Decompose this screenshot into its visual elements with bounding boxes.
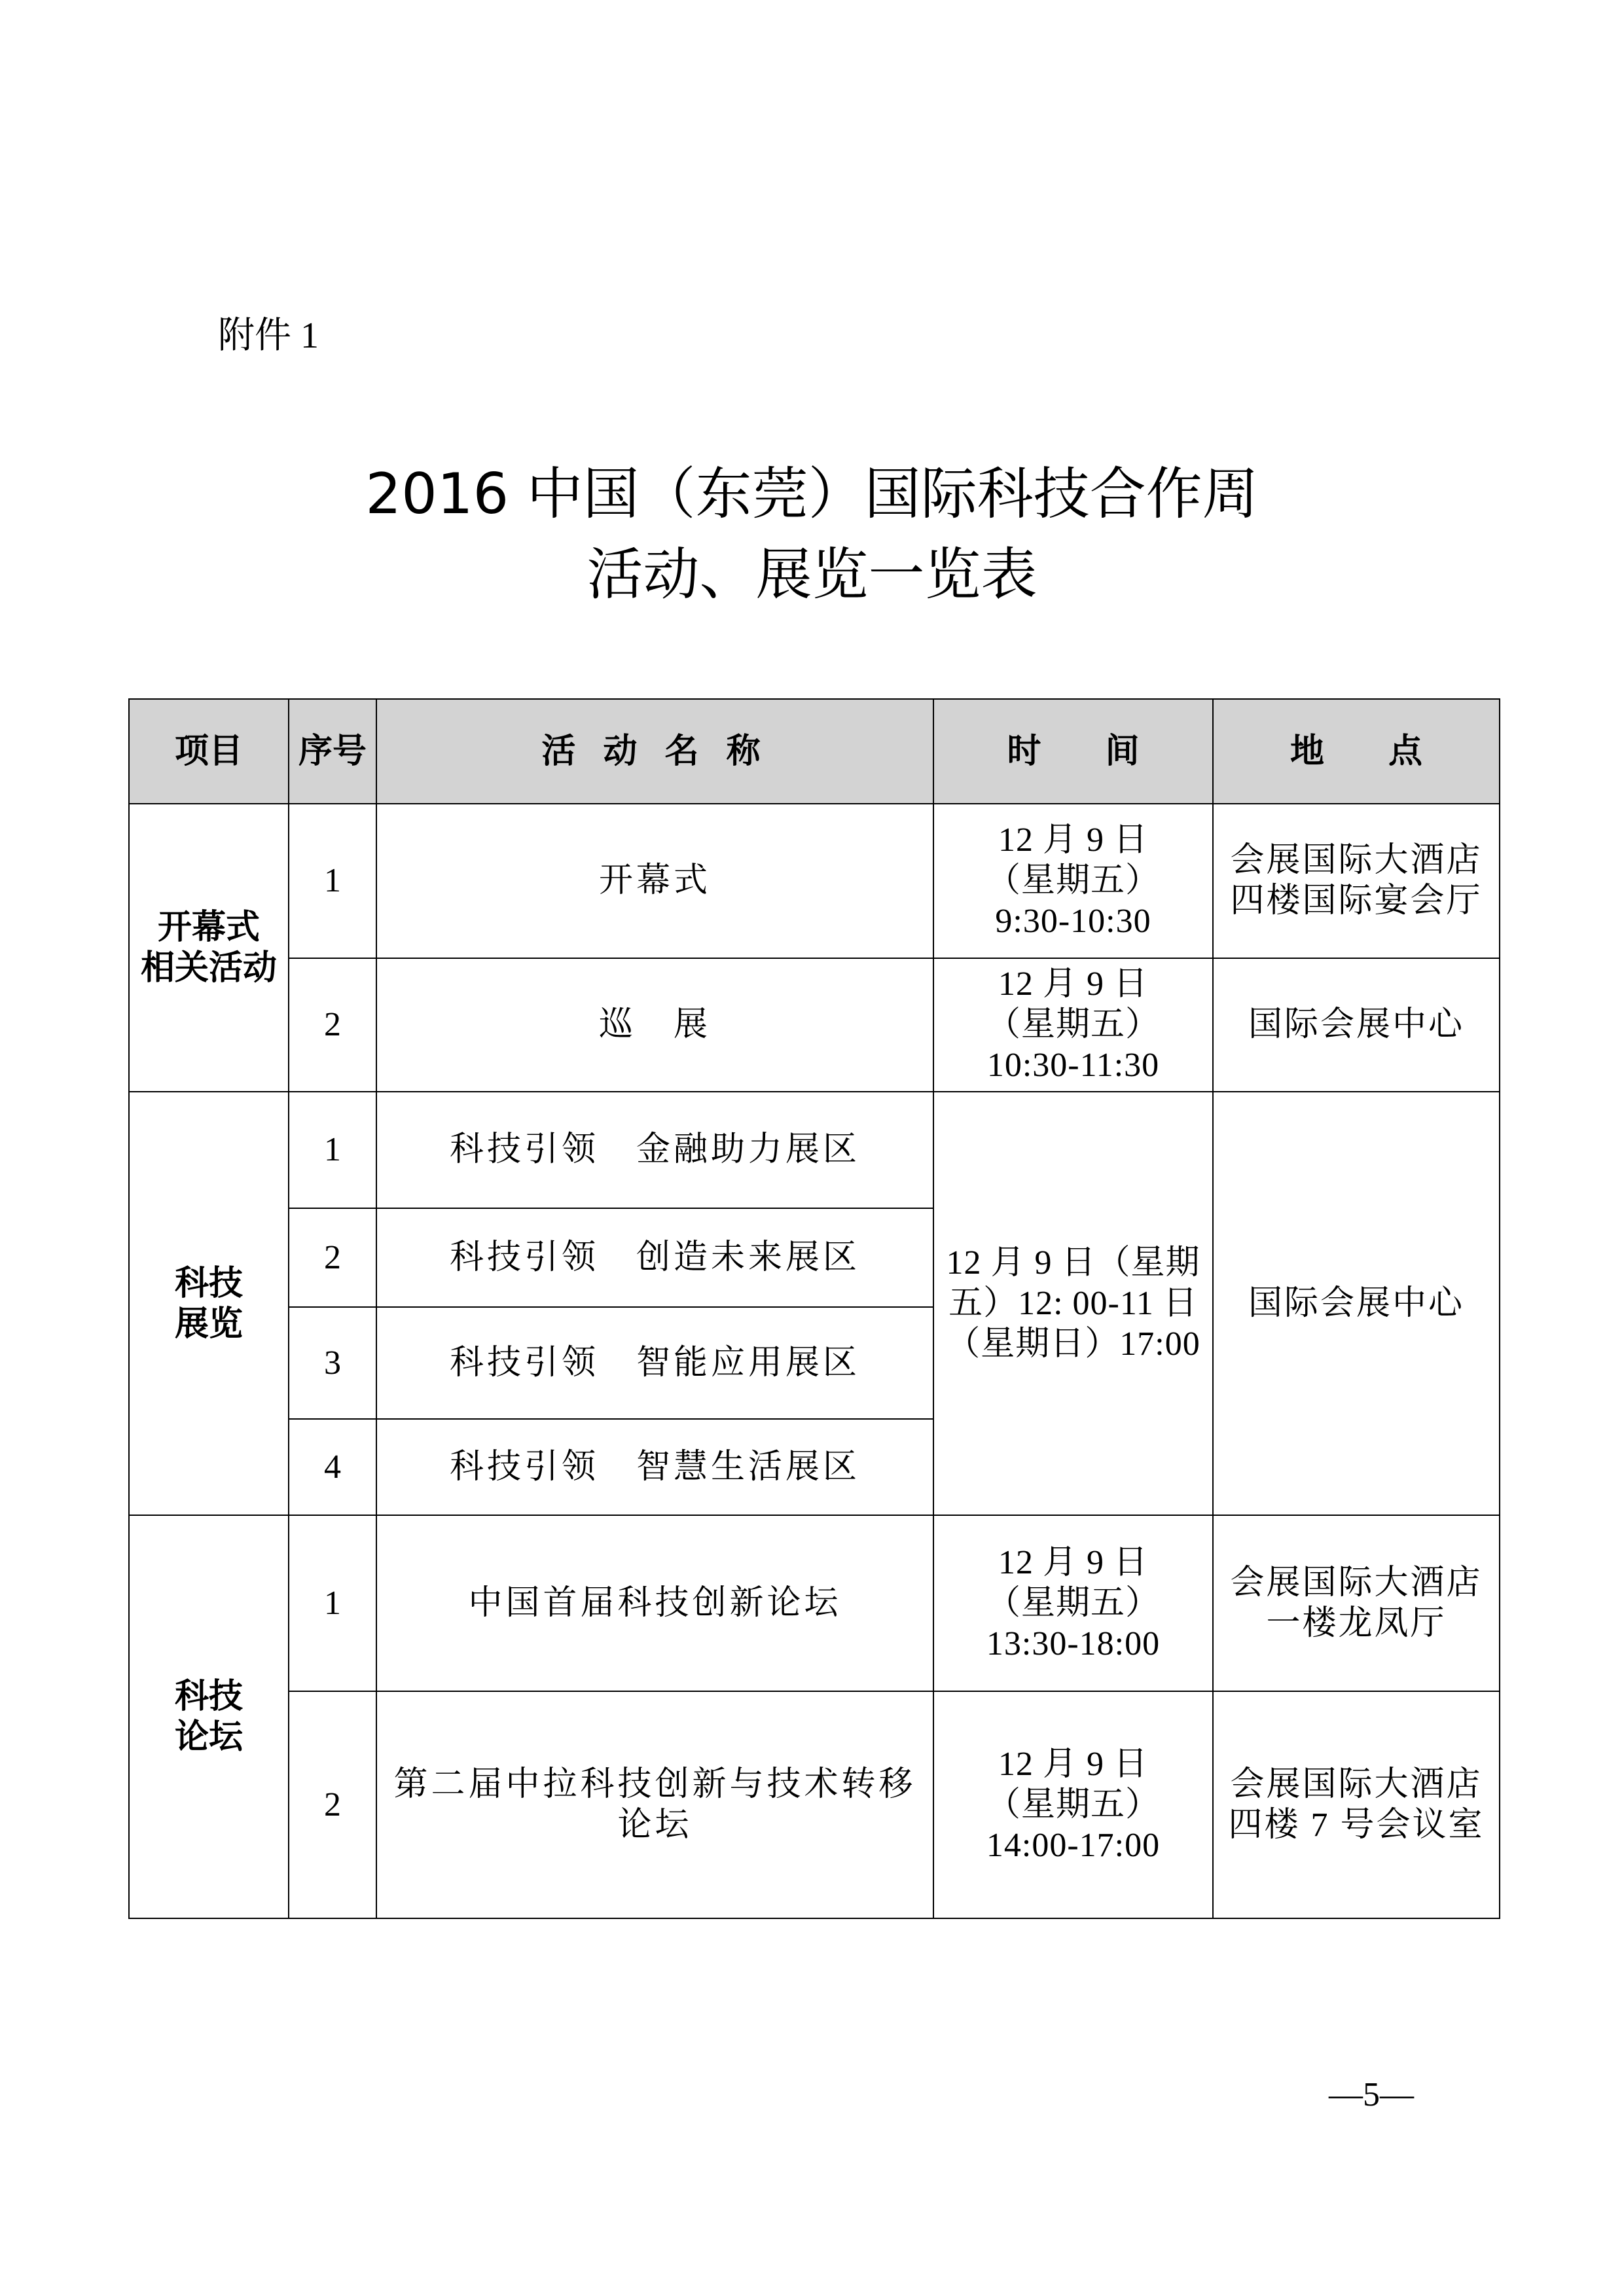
location-cell-shared <box>1213 1092 1500 1515</box>
table-row <box>129 804 1500 958</box>
activity-name-cell: 开幕式 <box>376 804 933 958</box>
time-line: 12 月 9 日 <box>998 1745 1148 1783</box>
time-line: （星期日）17:00 <box>946 1325 1200 1363</box>
table-row <box>129 1092 1500 1208</box>
header-cell-location: 地 点 <box>1213 699 1500 804</box>
seq-cell: 2 <box>289 1208 376 1307</box>
time-line: 12 月 9 日 <box>998 965 1148 1003</box>
table-row <box>129 958 1500 1092</box>
document-title-line-2: 活动、展览一览表 <box>586 542 1038 607</box>
group-label-line: 科技 <box>174 1263 243 1303</box>
location-line: 四楼 7 号会议室 <box>1228 1806 1485 1844</box>
location-cell <box>1213 958 1500 1092</box>
time-line: （星期五） <box>986 1785 1160 1823</box>
time-line: 五）12: 00-11 日 <box>948 1284 1198 1322</box>
time-line: 12 月 9 日（星期 <box>946 1244 1200 1282</box>
location-line: 一楼龙凤厅 <box>1266 1604 1447 1642</box>
seq-cell: 2 <box>289 958 376 1092</box>
time-cell <box>933 958 1213 1092</box>
activity-name-cell: 中国首届科技创新论坛 <box>376 1515 933 1691</box>
group-label-forum <box>129 1515 289 1918</box>
group-label-line: 科技 <box>174 1677 243 1716</box>
location-line: 会展国际大酒店 <box>1230 1564 1483 1602</box>
group-label-exhibition <box>129 1092 289 1515</box>
activity-name-cell: 科技引领 金融助力展区 <box>376 1092 933 1208</box>
attachment-label: 附件 1 <box>218 315 319 356</box>
location-line: 国际会展中心 <box>1248 1006 1464 1043</box>
time-cell-shared <box>933 1092 1213 1515</box>
location-line: 四楼国际宴会厅 <box>1230 882 1483 920</box>
header-cell-activity-name: 活 动 名 称 <box>376 699 933 804</box>
activity-name-cell <box>376 1691 933 1918</box>
group-label-line: 论坛 <box>174 1717 243 1757</box>
time-line: （星期五） <box>986 1584 1160 1622</box>
header-cell-seq: 序号 <box>289 699 376 804</box>
group-label-line: 相关活动 <box>140 948 277 988</box>
time-line: 12 月 9 日 <box>998 821 1148 859</box>
seq-cell: 4 <box>289 1419 376 1515</box>
time-line: 9:30-10:30 <box>995 903 1151 940</box>
seq-cell: 1 <box>289 1515 376 1691</box>
time-line: （星期五） <box>986 1006 1160 1043</box>
time-line: 10:30-11:30 <box>986 1047 1160 1084</box>
time-line: （星期五） <box>986 862 1160 899</box>
table-row <box>129 1515 1500 1691</box>
activity-name-line: 第二届中拉科技创新与技术转移 <box>393 1765 916 1803</box>
location-line: 会展国际大酒店 <box>1230 1765 1483 1803</box>
activity-schedule-table <box>128 698 1500 1919</box>
seq-cell: 1 <box>289 804 376 958</box>
time-cell <box>933 1515 1213 1691</box>
table-header-row <box>129 699 1500 804</box>
group-label-line: 开幕式 <box>157 908 260 947</box>
location-cell <box>1213 804 1500 958</box>
activity-name-cell: 科技引领 创造未来展区 <box>376 1208 933 1307</box>
location-line: 会展国际大酒店 <box>1230 842 1483 879</box>
header-cell-category: 项目 <box>129 699 289 804</box>
activity-name-line: 论坛 <box>617 1806 693 1844</box>
seq-cell: 2 <box>289 1691 376 1918</box>
activity-name-cell: 科技引领 智慧生活展区 <box>376 1419 933 1515</box>
seq-cell: 1 <box>289 1092 376 1208</box>
page-number: —5— <box>1329 2076 1414 2113</box>
activity-name-cell: 科技引领 智能应用展区 <box>376 1307 933 1419</box>
time-line: 14:00-17:00 <box>986 1826 1161 1864</box>
seq-cell: 3 <box>289 1307 376 1419</box>
location-cell <box>1213 1691 1500 1918</box>
table-row <box>129 1691 1500 1918</box>
group-label-line: 展览 <box>174 1304 243 1344</box>
time-cell <box>933 804 1213 958</box>
time-cell <box>933 1691 1213 1918</box>
header-cell-time: 时 间 <box>933 699 1213 804</box>
location-cell <box>1213 1515 1500 1691</box>
time-line: 12 月 9 日 <box>998 1543 1148 1581</box>
location-line: 国际会展中心 <box>1248 1284 1464 1322</box>
document-title-line-1: 2016 中国（东莞）国际科技合作周 <box>365 461 1259 527</box>
activity-name-cell: 巡 展 <box>376 958 933 1092</box>
group-label-opening <box>129 804 289 1092</box>
time-line: 13:30-18:00 <box>986 1624 1161 1662</box>
